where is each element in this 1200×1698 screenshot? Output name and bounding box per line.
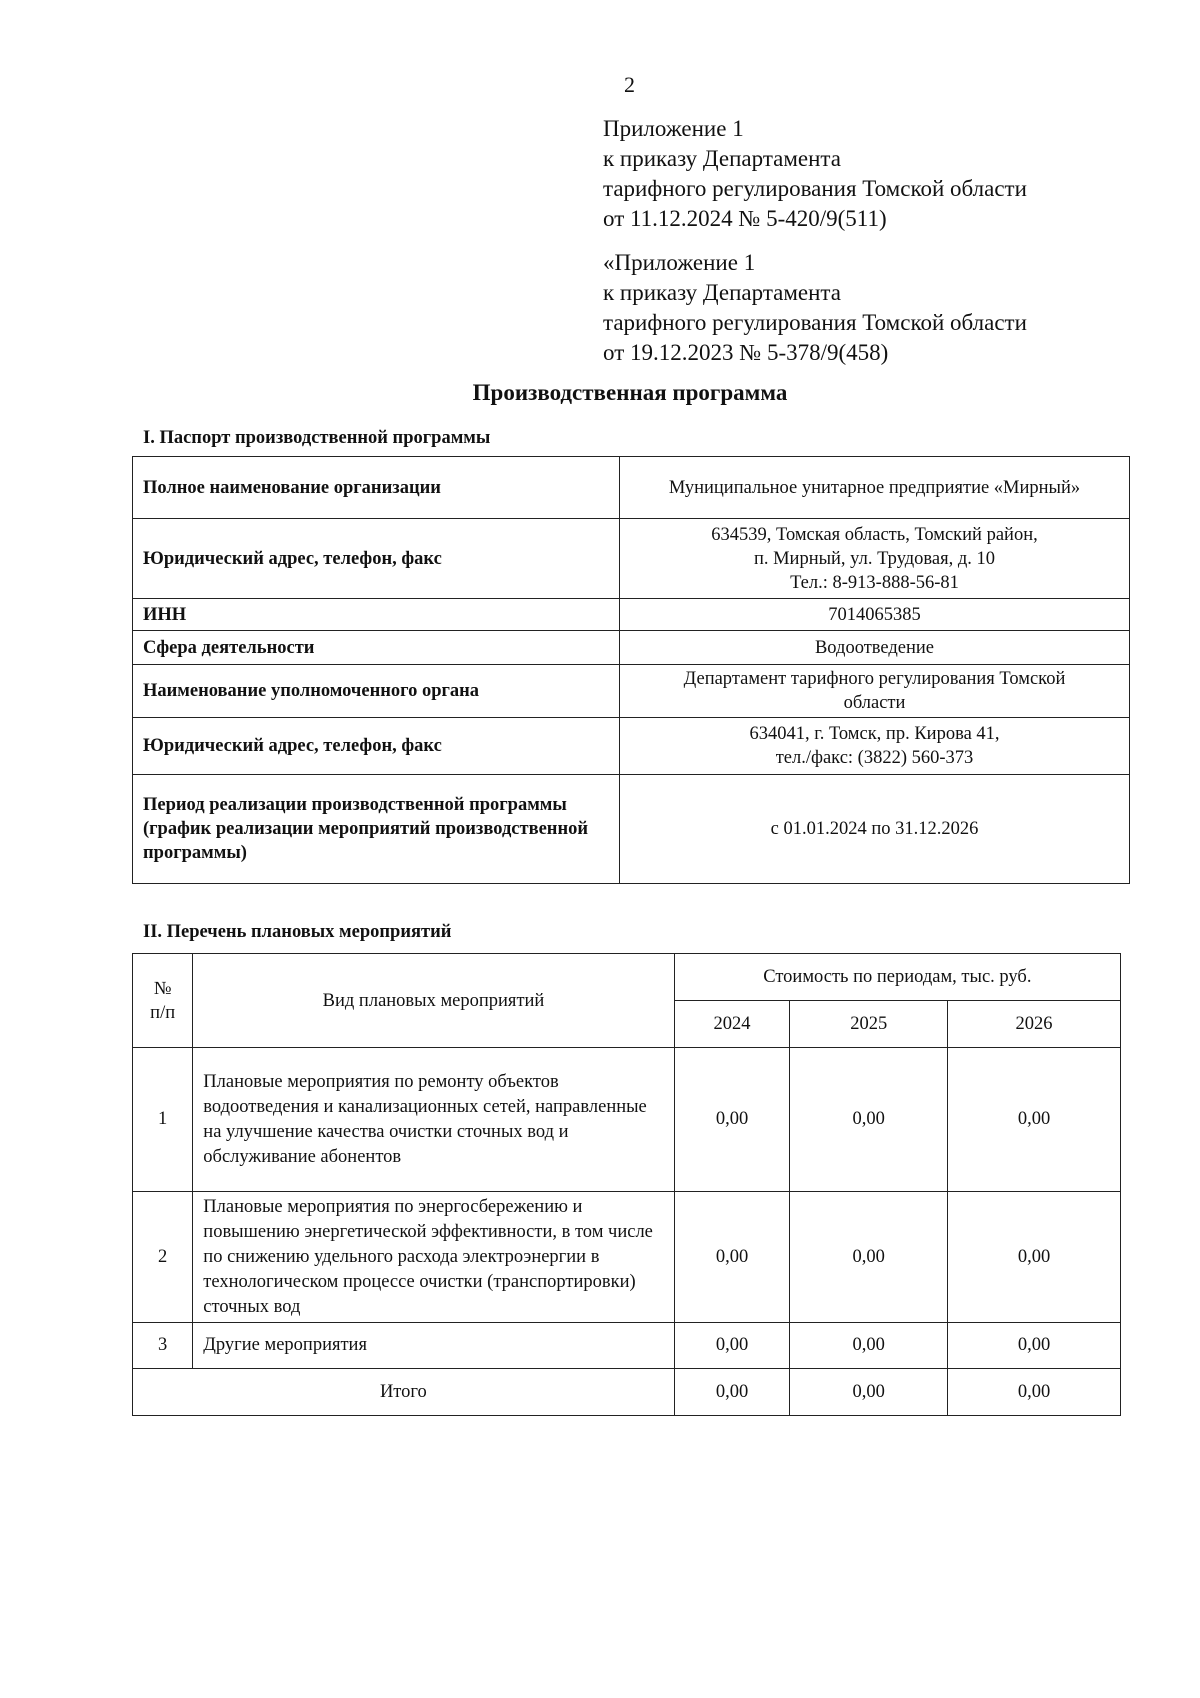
column-header-cost: Стоимость по периодам, тыс. руб. [674, 954, 1120, 1001]
passport-table [132, 456, 1130, 884]
passport-value [620, 718, 1130, 775]
table-row [133, 1323, 1121, 1369]
planned-activities-table [132, 953, 1121, 1416]
column-header-activity: Вид плановых мероприятий [193, 954, 674, 1048]
cost-value: 0,00 [674, 1048, 790, 1192]
table-row [133, 631, 1130, 665]
passport-label: Юридический адрес, телефон, факс [133, 519, 620, 599]
cost-value: 0,00 [674, 1192, 790, 1323]
table-row [133, 599, 1130, 631]
cost-value: 0,00 [674, 1323, 790, 1369]
total-value: 0,00 [948, 1369, 1121, 1416]
table-row [133, 1192, 1121, 1323]
activity-description: Плановые мероприятия по энергосбережению и повышению энергетической эффективности, в том числе по снижению удельного расхода электроэнергии в технологическом процессе очистки (транспортировки) сточных вод [193, 1192, 674, 1323]
value-line: области [843, 693, 906, 713]
passport-label: Наименование уполномоченного органа [133, 665, 620, 718]
section-1-title: I. Паспорт производственной программы [143, 428, 491, 448]
value-line: 634041, г. Томск, пр. Кирова 41, [749, 724, 1000, 744]
approval-header-current [603, 114, 1027, 234]
value-line: п. Мирный, ул. Трудовая, д. 10 [753, 548, 996, 569]
row-number: 3 [133, 1323, 193, 1369]
value-line: 7014065385 [828, 604, 921, 625]
table-row [133, 457, 1130, 519]
passport-label: Юридический адрес, телефон, факс [133, 718, 620, 775]
value-line: Тел.: 8-913-888-56-81 [790, 572, 959, 593]
cost-value: 0,00 [948, 1323, 1121, 1369]
cost-value: 0,00 [790, 1192, 948, 1323]
table-row [133, 1048, 1121, 1192]
passport-label: Полное наименование организации [133, 457, 620, 519]
header-line: тарифного регулирования Томской области [603, 176, 1027, 201]
value-line: 634539, Томская область, Томский район, [711, 524, 1038, 545]
table-row [133, 665, 1130, 718]
cost-value: 0,00 [790, 1048, 948, 1192]
approval-header-previous [603, 248, 1027, 368]
header-line: от 11.12.2024 № 5-420/9(511) [603, 206, 887, 231]
column-header-year: 2024 [674, 1001, 790, 1048]
passport-value [620, 631, 1130, 665]
table-header-row [133, 954, 1121, 1001]
header-line: от 19.12.2023 № 5-378/9(458) [603, 340, 889, 365]
passport-label: Сфера деятельности [133, 631, 620, 665]
table-total-row [133, 1369, 1121, 1416]
value-line: Муниципальное унитарное предприятие «Мирный» [668, 477, 1081, 498]
value-line: Департамент тарифного регулирования Томской [683, 669, 1066, 689]
passport-label: Период реализации производственной программы (график реализации мероприятий производственной программы) [133, 775, 620, 884]
passport-value [620, 519, 1130, 599]
document-title: Производственная программа [472, 380, 788, 405]
activity-description: Другие мероприятия [193, 1323, 674, 1369]
value-line: с 01.01.2024 по 31.12.2026 [770, 819, 979, 839]
value-line: Водоотведение [814, 637, 935, 658]
passport-value [620, 775, 1130, 884]
column-header-number: № п/п [133, 954, 193, 1048]
section-2-title: II. Перечень плановых мероприятий [143, 922, 452, 942]
header-line: Приложение 1 [603, 116, 744, 141]
header-line: к приказу Департамента [603, 280, 841, 305]
page-number: 2 [624, 72, 635, 97]
column-header-year: 2025 [790, 1001, 948, 1048]
cost-value: 0,00 [790, 1323, 948, 1369]
row-number: 1 [133, 1048, 193, 1192]
cost-value: 0,00 [948, 1192, 1121, 1323]
passport-value [620, 457, 1130, 519]
cost-value: 0,00 [948, 1048, 1121, 1192]
column-header-year: 2026 [948, 1001, 1121, 1048]
header-line: «Приложение 1 [603, 250, 756, 275]
passport-value [620, 599, 1130, 631]
value-line: тел./факс: (3822) 560-373 [775, 748, 974, 768]
table-row [133, 718, 1130, 775]
total-value: 0,00 [790, 1369, 948, 1416]
passport-value [620, 665, 1130, 718]
table-row [133, 775, 1130, 884]
table-row [133, 519, 1130, 599]
header-line: тарифного регулирования Томской области [603, 310, 1027, 335]
passport-label: ИНН [133, 599, 620, 631]
total-label: Итого [133, 1369, 675, 1416]
total-value: 0,00 [674, 1369, 790, 1416]
activity-description: Плановые мероприятия по ремонту объектов водоотведения и канализационных сетей, направленные на улучшение качества очистки сточных вод и обслуживание абонентов [193, 1048, 674, 1192]
row-number: 2 [133, 1192, 193, 1323]
header-line: к приказу Департамента [603, 146, 841, 171]
